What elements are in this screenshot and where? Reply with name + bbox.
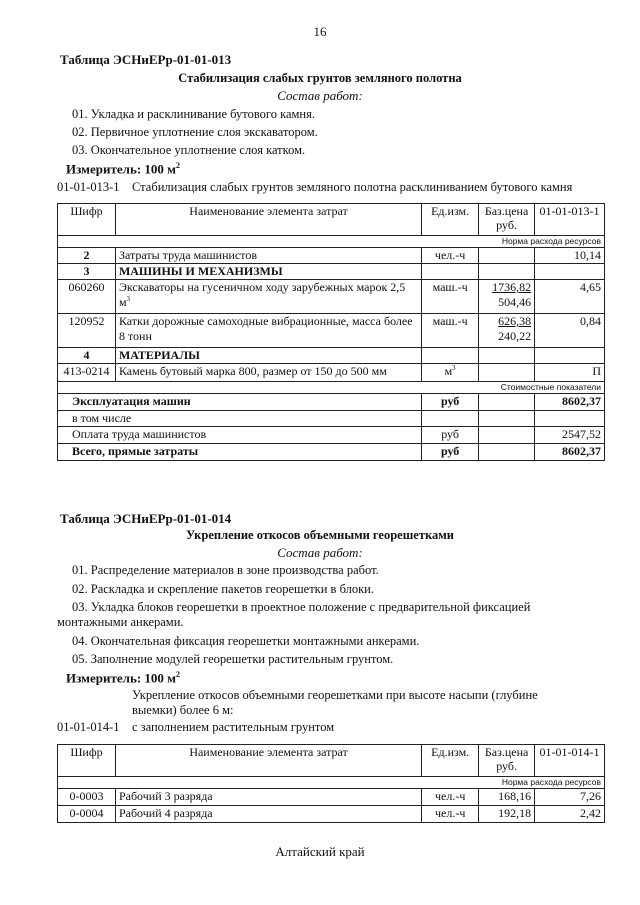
header-price: Баз.цена руб. bbox=[479, 745, 535, 777]
header-unit: Ед.изм. bbox=[422, 204, 479, 236]
table2-code: 01-01-014-1 bbox=[57, 720, 120, 734]
table2-work-item: 05. Заполнение модулей георешетки растительным грунтом. bbox=[72, 652, 394, 666]
table-row: 4 МАТЕРИАЛЫ bbox=[58, 348, 605, 364]
header-code: Шифр bbox=[58, 204, 116, 236]
table-row: 2 Затраты труда машинистов чел.-ч 10,14 bbox=[58, 248, 605, 264]
table-row: 0-0003 Рабочий 3 разряда чел.-ч 168,16 7,26 bbox=[58, 789, 605, 806]
table1-work-item: 02. Первичное уплотнение слоя экскаватором. bbox=[72, 125, 318, 139]
table1-code: 01-01-013-1 bbox=[57, 180, 120, 194]
table-row: 3 МАШИНЫ И МЕХАНИЗМЫ bbox=[58, 264, 605, 280]
cost-label: Стоимостные показатели bbox=[58, 382, 605, 394]
table-row: Всего, прямые затраты руб 8602,37 bbox=[58, 444, 605, 461]
table2-resources bbox=[57, 744, 605, 823]
table1-measure: Измеритель: 100 $м^2$ bbox=[66, 161, 181, 177]
table2-work-item: 02. Раскладка и скрепление пакетов георешетки в блоки. bbox=[72, 582, 374, 596]
table1-code-description: Стабилизация слабых грунтов земляного полотна расклиниванием бутового камня bbox=[132, 180, 573, 194]
table-row: 120952 Катки дорожные самоходные вибрационные, масса более 8 тонн маш.-ч 626,38 240,22 0,84 bbox=[58, 314, 605, 348]
table1-resources bbox=[57, 203, 605, 461]
table2-measure: Измеритель: 100 $м^2$ bbox=[66, 670, 181, 686]
header-name: Наименование элемента затрат bbox=[115, 204, 421, 236]
table-row: Эксплуатация машин руб 8602,37 bbox=[58, 394, 605, 411]
header-column-code: 01-01-014-1 bbox=[535, 745, 605, 777]
table2-group-description: выемки) более 6 м: bbox=[132, 703, 234, 717]
table1-title: Таблица ЭСНиЕРр-01-01-013 bbox=[60, 52, 232, 67]
header-unit: Ед.изм. bbox=[422, 745, 479, 777]
table2-work-item: 01. Распределение материалов в зоне производства работ. bbox=[72, 563, 379, 577]
table2-subtitle: Укрепление откосов объемными георешетками bbox=[186, 528, 454, 542]
norm-label: Норма расхода ресурсов bbox=[58, 236, 605, 248]
table2-code-description: с заполнением растительным грунтом bbox=[132, 720, 335, 734]
table-row: 413-0214 Камень бутовый марка 800, размер от 150 до 500 мм $м^3$ П bbox=[58, 364, 605, 382]
table1-work-item: 03. Окончательное уплотнение слоя катком. bbox=[72, 143, 306, 157]
header-column-code: 01-01-013-1 bbox=[535, 204, 605, 236]
table1-work-item: 01. Укладка и расклинивание бутового камня. bbox=[72, 107, 315, 121]
page-footer: Алтайский край bbox=[275, 844, 365, 859]
table1-subtitle: Стабилизация слабых грунтов земляного полотна bbox=[178, 71, 462, 85]
page-number: 16 bbox=[313, 24, 327, 39]
table2-work-item: 04. Окончательная фиксация георешетки монтажными анкерами. bbox=[72, 634, 420, 648]
table-row: 0-0004 Рабочий 4 разряда чел.-ч 192,18 2,42 bbox=[58, 806, 605, 823]
header-code: Шифр bbox=[58, 745, 116, 777]
table2-work-item: 03. Укладка блоков георешетки в проектное положение с предварительной фиксацией bbox=[72, 600, 531, 614]
table2-sostav-heading: Состав работ: bbox=[277, 545, 363, 560]
table2-title: Таблица ЭСНиЕРр-01-01-014 bbox=[60, 511, 232, 526]
table-row: в том числе bbox=[58, 411, 605, 427]
header-price: Баз.цена руб. bbox=[479, 204, 535, 236]
table2-group-description: Укрепление откосов объемными георешетками при высоте насыпи (глубине bbox=[132, 688, 538, 702]
table1-sostav-heading: Состав работ: bbox=[277, 88, 363, 103]
table-row: Оплата труда машинистов руб 2547,52 bbox=[58, 427, 605, 444]
table2-work-item-continued: монтажными анкерами. bbox=[57, 615, 184, 629]
table-row: 060260 Экскаваторы на гусеничном ходу зарубежных марок 2,5 $м^3$ маш.-ч 1736,82 504,46 4,65 bbox=[58, 280, 605, 314]
header-name: Наименование элемента затрат bbox=[115, 745, 421, 777]
norm-label: Норма расхода ресурсов bbox=[58, 777, 605, 789]
